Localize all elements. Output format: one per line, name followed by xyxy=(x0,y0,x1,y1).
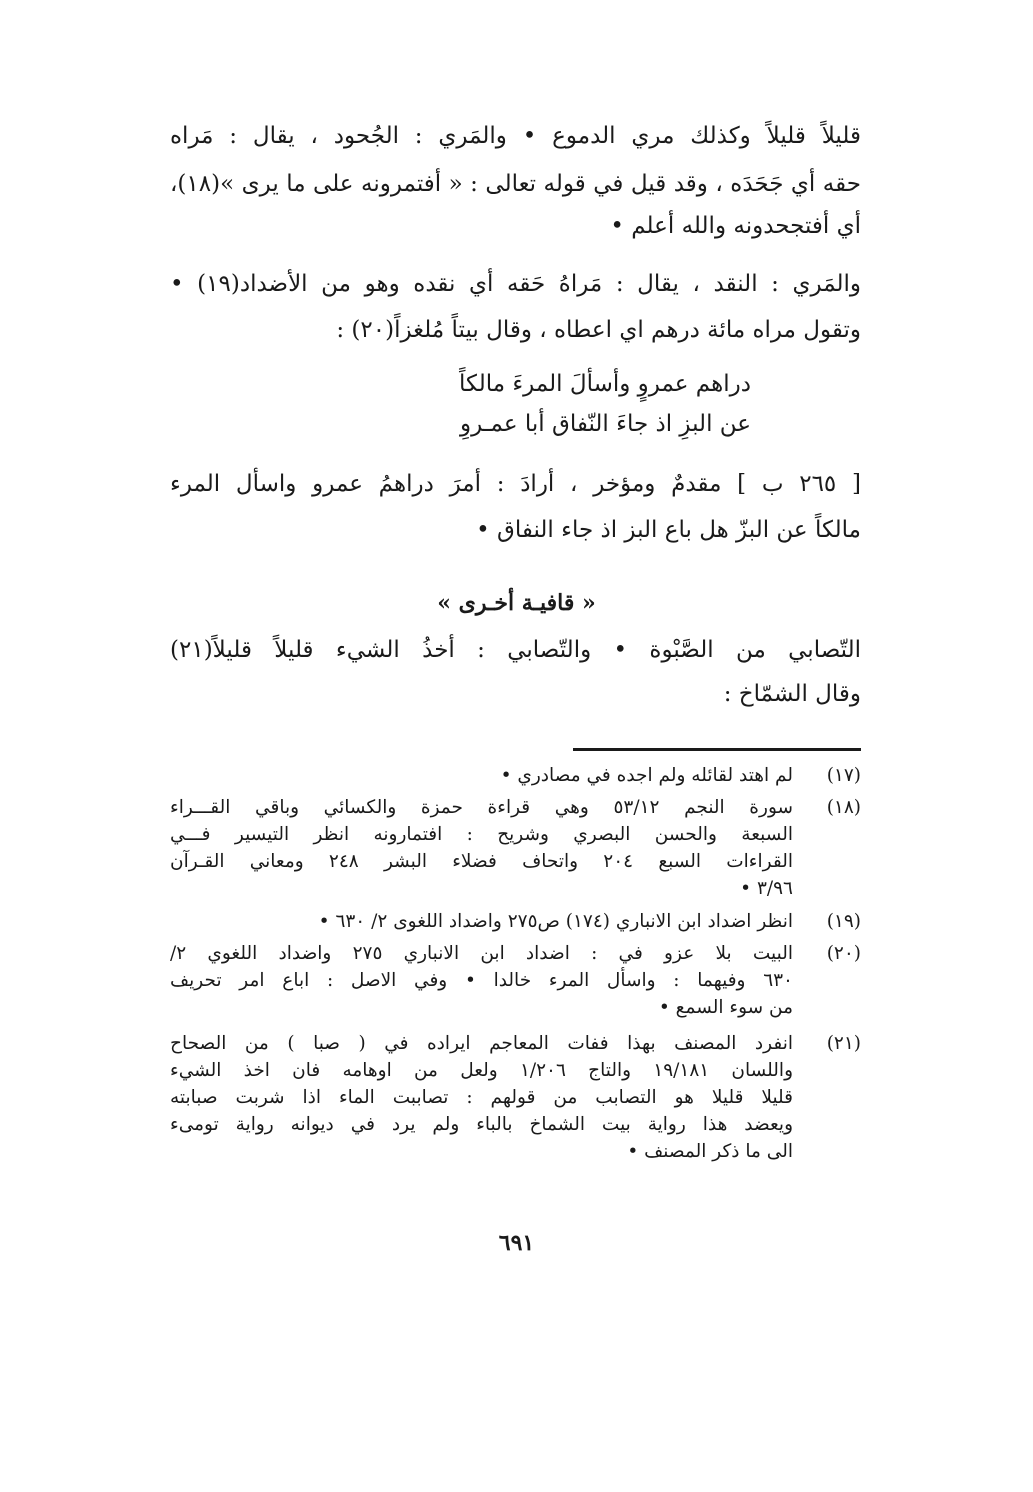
footnote-line: ٣/٩٦ • xyxy=(740,878,793,899)
footnote-line: انظر اضداد ابن الانباري (١٧٤) ص٢٧٥ واضداد اللغوى ٢/ ٦٣٠ • xyxy=(318,911,793,932)
footnote-number: (١٧) xyxy=(826,765,861,786)
body-line: حقه أي جَحَدَه ، وقد قيل في قوله تعالى : « أفتمرونه على ما يرى »(١٨)، xyxy=(170,171,861,197)
footnote-line: القراءات السبع ٢٠٤ واتحاف فضلاء البشر ٢٤٨ ومعاني القـرآن xyxy=(170,851,793,872)
footnote-text xyxy=(170,762,793,789)
footnote-line: انفرد المصنف بهذا ففات المعاجم ايراده في ( صبا ) من الصحاح xyxy=(170,1033,793,1054)
footnote-text xyxy=(170,1030,793,1165)
section-line: وقال الشمّاخ : xyxy=(723,681,861,707)
footnote-line: الى ما ذكر المصنف • xyxy=(627,1141,793,1162)
footnote-line: ويعضد هذا رواية بيت الشماخ بالباء ولم يرد في ديوانه رواية تومىء xyxy=(170,1114,793,1135)
footnote-number: (١٩) xyxy=(826,911,861,932)
footnote-line: السبعة والحسن البصري وشريح : افتمارونه انظر التيسير فـــي xyxy=(170,824,793,845)
body-line: قليلاً قليلاً وكذلك مري الدموع • والمَري : الجُحود ، يقال : مَراه xyxy=(170,123,861,149)
section-line: التّصابي من الصَّبْوة • والتّصابي : أخذُ الشيء قليلاً قليلاً(٢١) xyxy=(170,637,861,663)
footnote-line: سورة النجم ٥٣/١٢ وهي قراءة حمزة والكسائي وباقي القـــراء xyxy=(170,797,793,818)
footnote-line: لم اهتد لقائله ولم اجده في مصادري • xyxy=(500,765,793,786)
footnote-line: واللسان ١٩/١٨١ والتاج ١/٢٠٦ ولعل من اوهامه فان اخذ الشيء xyxy=(170,1060,793,1081)
footnote-line: البيت بلا عزو في : اضداد ابن الانباري ٢٧٥ واضداد اللغوي ٢/ xyxy=(170,943,793,964)
verse-line: دراهم عمروٍ وأسألَ المرءَ مالكاً xyxy=(459,371,751,397)
footnote-text xyxy=(170,940,793,1021)
explanation-line: مالكاً عن البزّ هل باع البز اذ جاء النفاق • xyxy=(476,517,861,543)
footnote-line: من سوء السمع • xyxy=(658,997,793,1018)
page-number: ٦٩١ xyxy=(498,1230,535,1256)
verse-line: عن البزِ اذ جاءَ النّفاق أبا عمـروِ xyxy=(460,411,751,437)
section-heading: « قافيـة أخـرى » xyxy=(437,590,596,616)
footnote-number: (٢١) xyxy=(826,1033,861,1054)
footnote-number: (١٨) xyxy=(826,797,861,818)
footnote-line: قليلا قليلا هو التصابب من قولهم : تصاببت الماء اذا شربت صبابته xyxy=(170,1087,793,1108)
footnote-text xyxy=(170,908,793,935)
footnote-number: (٢٠) xyxy=(826,943,861,964)
footnote-text xyxy=(170,794,793,902)
body-line: والمَري : النقد ، يقال : مَراهُ حَقه أي نقده وهو من الأضداد(١٩) • xyxy=(170,271,862,297)
footnote-divider xyxy=(573,748,861,751)
footnote-line: ٦٣٠ وفيهما : واسأل المرء خالدا • وفي الاصل : اباع امر تحريف xyxy=(170,970,793,991)
body-line: وتقول مراه مائة درهم اي اعطاه ، وقال بيتاً مُلغزاً(٢٠) : xyxy=(336,317,861,343)
explanation-line: [ ٢٦٥ ب ] مقدمٌ ومؤخر ، أرادَ : أمرَ دراهمُ عمرو واسأل المرء xyxy=(170,471,861,497)
body-line: أي أفتجحدونه والله أعلم • xyxy=(610,213,861,239)
